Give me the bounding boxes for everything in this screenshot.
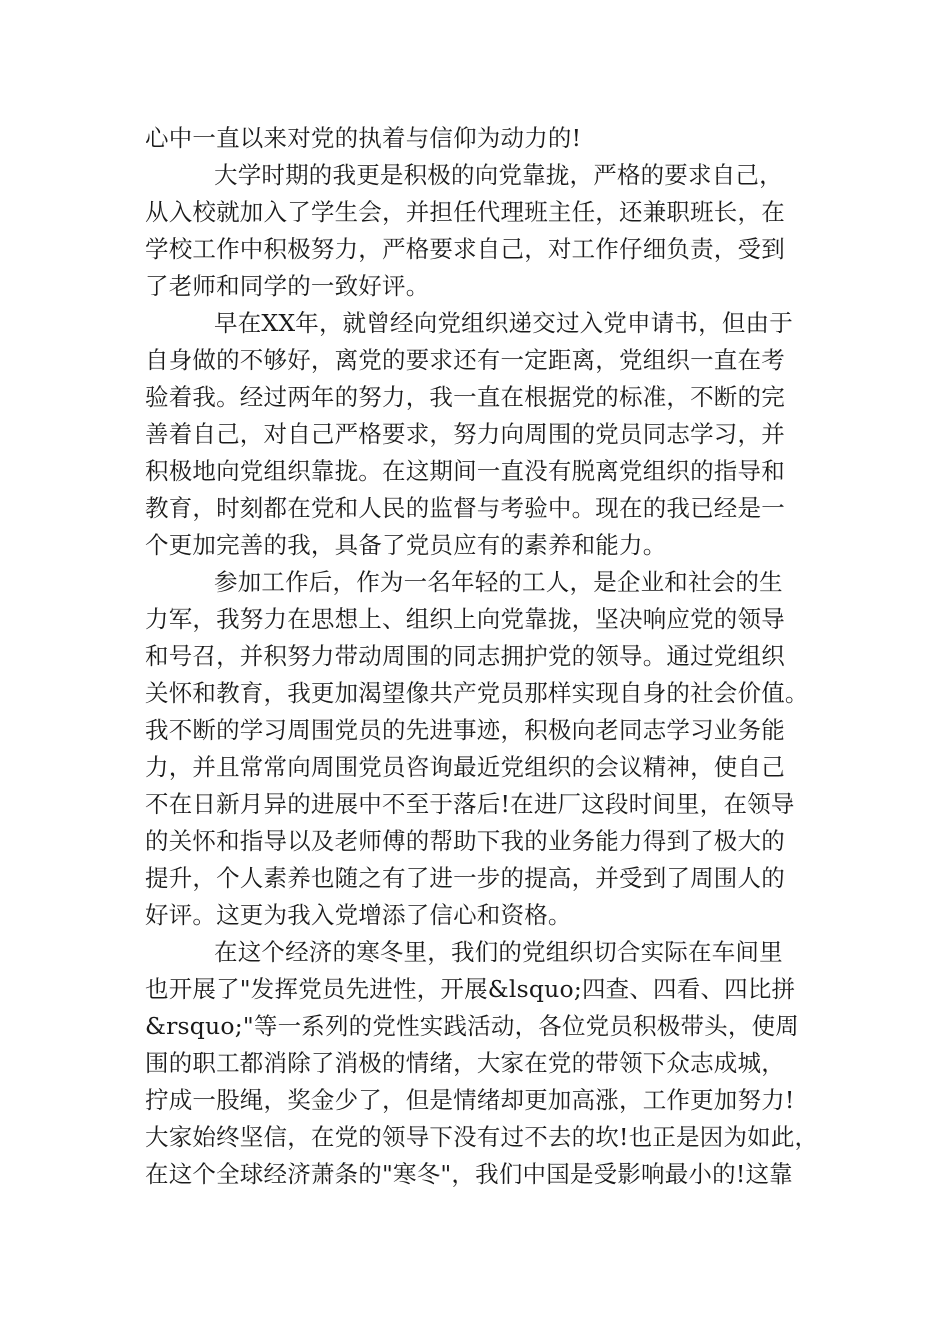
text-line: 和号召，并积努力带动周围的同志拥护党的领导。通过党组织 <box>145 642 785 670</box>
text-line: 积极地向党组织靠拢。在这期间一直没有脱离党组织的指导和 <box>145 457 785 485</box>
text-line: 自身做的不够好，离党的要求还有一定距离，党组织一直在考 <box>145 346 785 374</box>
text-line: 围的职工都消除了消极的情绪，大家在党的带领下众志成城， <box>145 1049 785 1077</box>
text-line: &rsquo;"等一系列的党性实践活动，各位党员积极带头，使周 <box>145 1012 799 1040</box>
text-line: 验着我。经过两年的努力，我一直在根据党的标准，不断的完 <box>145 383 785 411</box>
text-line: 拧成一股绳，奖金少了，但是情绪却更加高涨，工作更加努力! <box>145 1086 795 1114</box>
text-line: 大家始终坚信，在党的领导下没有过不去的坎!也正是因为如此， <box>145 1123 819 1151</box>
text-line: 个更加完善的我，具备了党员应有的素养和能力。 <box>145 531 667 559</box>
text-line: 在这个全球经济萧条的"寒冬"，我们中国是受影响最小的!这靠 <box>145 1160 793 1188</box>
paragraph-start-line: 参加工作后，作为一名年轻的工人，是企业和社会的生 <box>214 568 783 596</box>
text-line: 教育，时刻都在党和人民的监督与考验中。现在的我已经是一 <box>145 494 785 522</box>
text-line: 力，并且常常向周围党员咨询最近党组织的会议精神，使自己 <box>145 753 785 781</box>
text-line: 好评。这更为我入党增添了信心和资格。 <box>145 901 572 929</box>
text-line: 学校工作中积极努力，严格要求自己，对工作仔细负责，受到 <box>145 235 785 263</box>
text-line: 关怀和教育，我更加渴望像共产党员那样实现自身的社会价值。 <box>145 679 809 707</box>
text-line: 提升，个人素养也随之有了进一步的提高，并受到了周围人的 <box>145 864 785 892</box>
text-line: 心中一直以来对党的执着与信仰为动力的! <box>145 124 582 152</box>
text-line: 善着自己，对自己严格要求，努力向周围的党员同志学习，并 <box>145 420 785 448</box>
text-line: 我不断的学习周围党员的先进事迹，积极向老同志学习业务能 <box>145 716 785 744</box>
text-line: 从入校就加入了学生会，并担任代理班主任，还兼职班长，在 <box>145 198 785 226</box>
paragraph-start-line: 大学时期的我更是积极的向党靠拢，严格的要求自己， <box>214 161 783 189</box>
text-line: 力军，我努力在思想上、组织上向党靠拢，坚决响应党的领导 <box>145 605 785 633</box>
text-line: 也开展了"发挥党员先进性，开展&lsquo;四查、四看、四比拼 <box>145 975 796 1003</box>
paragraph-start-line: 早在XX年，就曾经向党组织递交过入党申请书，但由于 <box>214 309 793 337</box>
text-line: 不在日新月异的进展中不至于落后!在进厂这段时间里，在领导 <box>145 790 795 818</box>
paragraph-start-line: 在这个经济的寒冬里，我们的党组织切合实际在车间里 <box>214 938 783 966</box>
text-line: 了老师和同学的一致好评。 <box>145 272 430 300</box>
text-line: 的关怀和指导以及老师傅的帮助下我的业务能力得到了极大的 <box>145 827 785 855</box>
